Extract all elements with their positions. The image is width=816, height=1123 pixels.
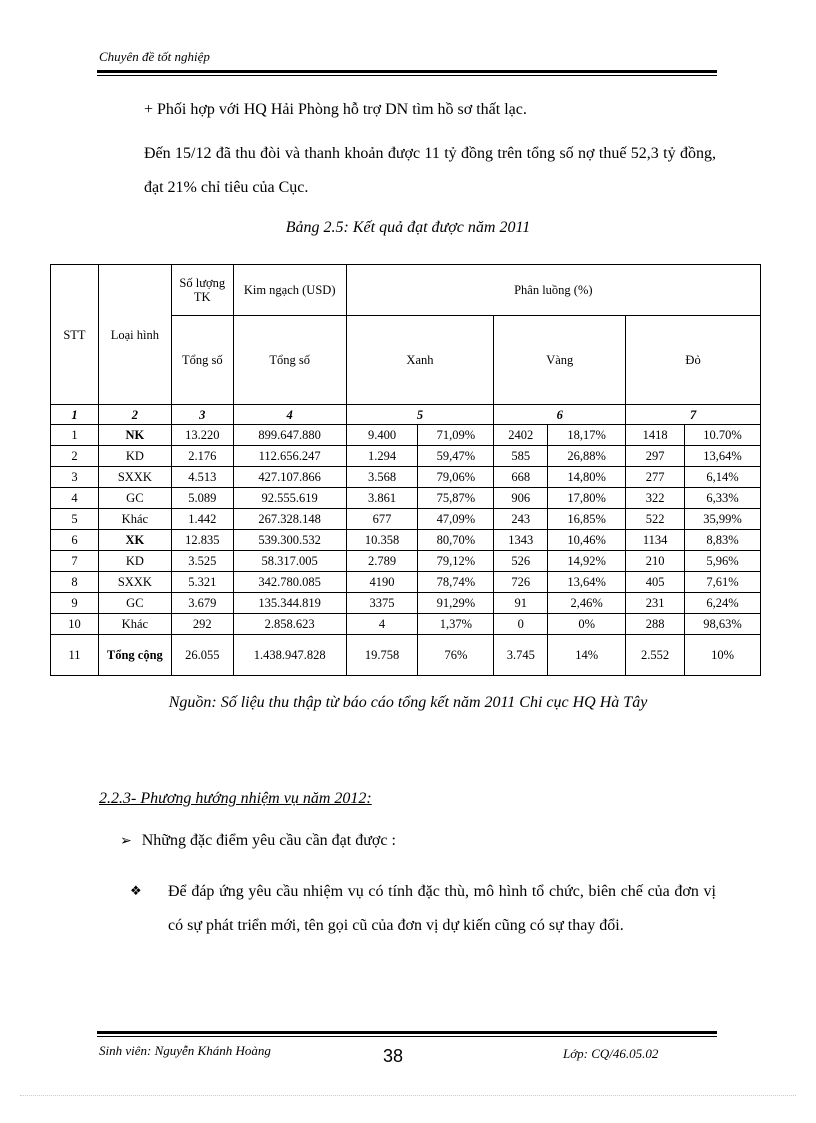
header-so-luong: Số lượng TK (171, 265, 233, 316)
page-edge-divider (20, 1095, 796, 1096)
results-table (50, 264, 761, 676)
table-cell: 243 (494, 509, 548, 530)
header-xanh: Xanh (346, 316, 494, 405)
table-cell: 3.679 (171, 593, 233, 614)
table-cell: 6 (51, 530, 99, 551)
table-cell: 4190 (346, 572, 418, 593)
arrow-bullet-icon: ➢ (120, 833, 132, 849)
index-cell: 1 (51, 405, 99, 425)
table-cell: 10% (685, 635, 761, 676)
table-cell: 35,99% (685, 509, 761, 530)
table-cell: 427.107.866 (233, 467, 346, 488)
table-cell: 3375 (346, 593, 418, 614)
table-cell: 288 (626, 614, 685, 635)
table-cell: 1 (51, 425, 99, 446)
table-cell: 1.442 (171, 509, 233, 530)
table-row (51, 551, 761, 572)
table-cell: KD (98, 551, 171, 572)
table-cell: 2.176 (171, 446, 233, 467)
table-cell: 79,06% (418, 467, 494, 488)
table-row (51, 488, 761, 509)
table-row (51, 572, 761, 593)
table-cell: 14,80% (548, 467, 626, 488)
table-cell: 26,88% (548, 446, 626, 467)
sub-bullet-item (130, 875, 716, 943)
table-cell: 210 (626, 551, 685, 572)
table-cell: 5.321 (171, 572, 233, 593)
table-cell: 0 (494, 614, 548, 635)
table-cell: 58.317.005 (233, 551, 346, 572)
table-source: Nguồn: Số liệu thu thập từ báo cáo tổng kết năm 2011 Chi cục HQ Hà Tây (168, 694, 648, 711)
table-cell: 14% (548, 635, 626, 676)
footer-class: Lớp: CQ/46.05.02 (563, 1046, 659, 1061)
table-cell: 539.300.532 (233, 530, 346, 551)
table-cell: 9 (51, 593, 99, 614)
table-cell: 9.400 (346, 425, 418, 446)
table-cell: 10.70% (685, 425, 761, 446)
table-cell: 2.789 (346, 551, 418, 572)
table-cell: 1418 (626, 425, 685, 446)
table-cell: 2.858.623 (233, 614, 346, 635)
table-cell: 91 (494, 593, 548, 614)
table-cell: 19.758 (346, 635, 418, 676)
table-cell: 12.835 (171, 530, 233, 551)
footer-rule-thin (97, 1036, 717, 1037)
table-cell: 3.861 (346, 488, 418, 509)
table-cell: 135.344.819 (233, 593, 346, 614)
section-title: 2.2.3- Phương hướng nhiệm vụ năm 2012: (99, 790, 372, 807)
table-cell: SXXK (98, 572, 171, 593)
bullet-item (120, 832, 396, 850)
table-row (51, 467, 761, 488)
sub-bullet-text: Để đáp ứng yêu cầu nhiệm vụ có tính đặc thù, mô hình tổ chức, biên chế của đơn vị có sự phát triển mới, tên gọi cũ của đơn vị dự kiến cũng có sự thay đổi. (168, 883, 716, 934)
paragraph-2: Đến 15/12 đã thu đòi và thanh khoản được 11 tỷ đồng trên tổng số nợ thuế 52,3 tỷ đồng, đạt 21% chỉ tiêu của Cục. (144, 145, 716, 196)
table-cell: 11 (51, 635, 99, 676)
header-phan-luong: Phân luồng (%) (346, 265, 760, 316)
table-cell: 8,83% (685, 530, 761, 551)
table-row (51, 530, 761, 551)
page-header-title: Chuyên đề tốt nghiệp (99, 49, 210, 64)
table-cell: 13,64% (685, 446, 761, 467)
footer-student: Sinh viên: Nguyễn Khánh Hoàng (99, 1043, 271, 1058)
table-caption: Bảng 2.5: Kết quả đạt được năm 2011 (285, 219, 531, 236)
table-cell: 277 (626, 467, 685, 488)
index-cell: 7 (626, 405, 761, 425)
table-cell: 342.780.085 (233, 572, 346, 593)
paragraph-1: + Phối hợp với HQ Hải Phòng hỗ trợ DN tìm hồ sơ thất lạc. (144, 101, 527, 118)
table-cell: GC (98, 488, 171, 509)
table-cell: 13.220 (171, 425, 233, 446)
table-cell: 4 (51, 488, 99, 509)
table-cell: NK (98, 425, 171, 446)
table-cell: 3.745 (494, 635, 548, 676)
table-cell: 322 (626, 488, 685, 509)
table-cell: 10,46% (548, 530, 626, 551)
table-row (51, 446, 761, 467)
table-cell: 4.513 (171, 467, 233, 488)
table-cell: 726 (494, 572, 548, 593)
bullet-text: Những đặc điểm yêu cầu cần đạt được : (141, 832, 396, 849)
table-row (51, 425, 761, 446)
header-tong-so-tk: Tổng số (171, 316, 233, 405)
table-row-total (51, 635, 761, 676)
table-cell: 59,47% (418, 446, 494, 467)
table-cell: 906 (494, 488, 548, 509)
table-cell: 1,37% (418, 614, 494, 635)
index-cell: 2 (98, 405, 171, 425)
table-cell: 75,87% (418, 488, 494, 509)
table-cell: 17,80% (548, 488, 626, 509)
index-cell: 6 (494, 405, 626, 425)
header-do: Đỏ (626, 316, 761, 405)
table-cell: 16,85% (548, 509, 626, 530)
table-cell: 1343 (494, 530, 548, 551)
table-cell: 5.089 (171, 488, 233, 509)
table-cell: 1.294 (346, 446, 418, 467)
header-kim-ngach: Kim ngạch (USD) (233, 265, 346, 316)
table-cell: 668 (494, 467, 548, 488)
table-cell: 13,64% (548, 572, 626, 593)
diamond-bullet-icon: ❖ (130, 884, 142, 899)
table-cell: 5 (51, 509, 99, 530)
index-cell: 4 (233, 405, 346, 425)
table-cell: 10.358 (346, 530, 418, 551)
table-cell: GC (98, 593, 171, 614)
table-cell: KD (98, 446, 171, 467)
table-cell: 112.656.247 (233, 446, 346, 467)
table-cell: 80,70% (418, 530, 494, 551)
table-cell: 267.328.148 (233, 509, 346, 530)
table-cell: 899.647.880 (233, 425, 346, 446)
table-cell: 98,63% (685, 614, 761, 635)
table-cell: 231 (626, 593, 685, 614)
table-cell: 71,09% (418, 425, 494, 446)
table-cell: 5,96% (685, 551, 761, 572)
table-cell: 6,24% (685, 593, 761, 614)
table-cell: 522 (626, 509, 685, 530)
table-cell: 26.055 (171, 635, 233, 676)
header-loai-hinh: Loại hình (98, 265, 171, 405)
table-cell: 6,33% (685, 488, 761, 509)
header-rule-thick (97, 70, 717, 73)
table-cell: 10 (51, 614, 99, 635)
table-cell: 526 (494, 551, 548, 572)
table-cell: 8 (51, 572, 99, 593)
table-cell: 6,14% (685, 467, 761, 488)
table-cell: XK (98, 530, 171, 551)
table-cell: 2 (51, 446, 99, 467)
table-cell: 3.568 (346, 467, 418, 488)
table-cell: 1.438.947.828 (233, 635, 346, 676)
footer-rule-thick (97, 1031, 717, 1034)
table-cell: SXXK (98, 467, 171, 488)
table-cell: 91,29% (418, 593, 494, 614)
table-cell: 92.555.619 (233, 488, 346, 509)
table-cell: 3.525 (171, 551, 233, 572)
table-cell: Tổng cộng (98, 635, 171, 676)
table-cell: 3 (51, 467, 99, 488)
table-cell: 7,61% (685, 572, 761, 593)
table-cell: 78,74% (418, 572, 494, 593)
table-cell: 76% (418, 635, 494, 676)
table-cell: 0% (548, 614, 626, 635)
table-cell: 18,17% (548, 425, 626, 446)
page-number: 38 (383, 1046, 404, 1066)
header-stt: STT (51, 265, 99, 405)
table-cell: Khác (98, 614, 171, 635)
table-cell: 405 (626, 572, 685, 593)
table-cell: 47,09% (418, 509, 494, 530)
table-cell: 2,46% (548, 593, 626, 614)
table-cell: Khác (98, 509, 171, 530)
table-cell: 585 (494, 446, 548, 467)
table-cell: 2.552 (626, 635, 685, 676)
index-cell: 3 (171, 405, 233, 425)
column-index-row (51, 405, 761, 425)
header-tong-so: Tổng số (233, 316, 346, 405)
table-cell: 2402 (494, 425, 548, 446)
index-cell: 5 (346, 405, 494, 425)
table-cell: 677 (346, 509, 418, 530)
table-cell: 7 (51, 551, 99, 572)
table-cell: 292 (171, 614, 233, 635)
table-row (51, 593, 761, 614)
table-cell: 297 (626, 446, 685, 467)
table-cell: 14,92% (548, 551, 626, 572)
header-rule-thin (97, 75, 717, 76)
table-row (51, 509, 761, 530)
table-cell: 79,12% (418, 551, 494, 572)
table-cell: 4 (346, 614, 418, 635)
header-vang: Vàng (494, 316, 626, 405)
table-row (51, 614, 761, 635)
table-cell: 1134 (626, 530, 685, 551)
